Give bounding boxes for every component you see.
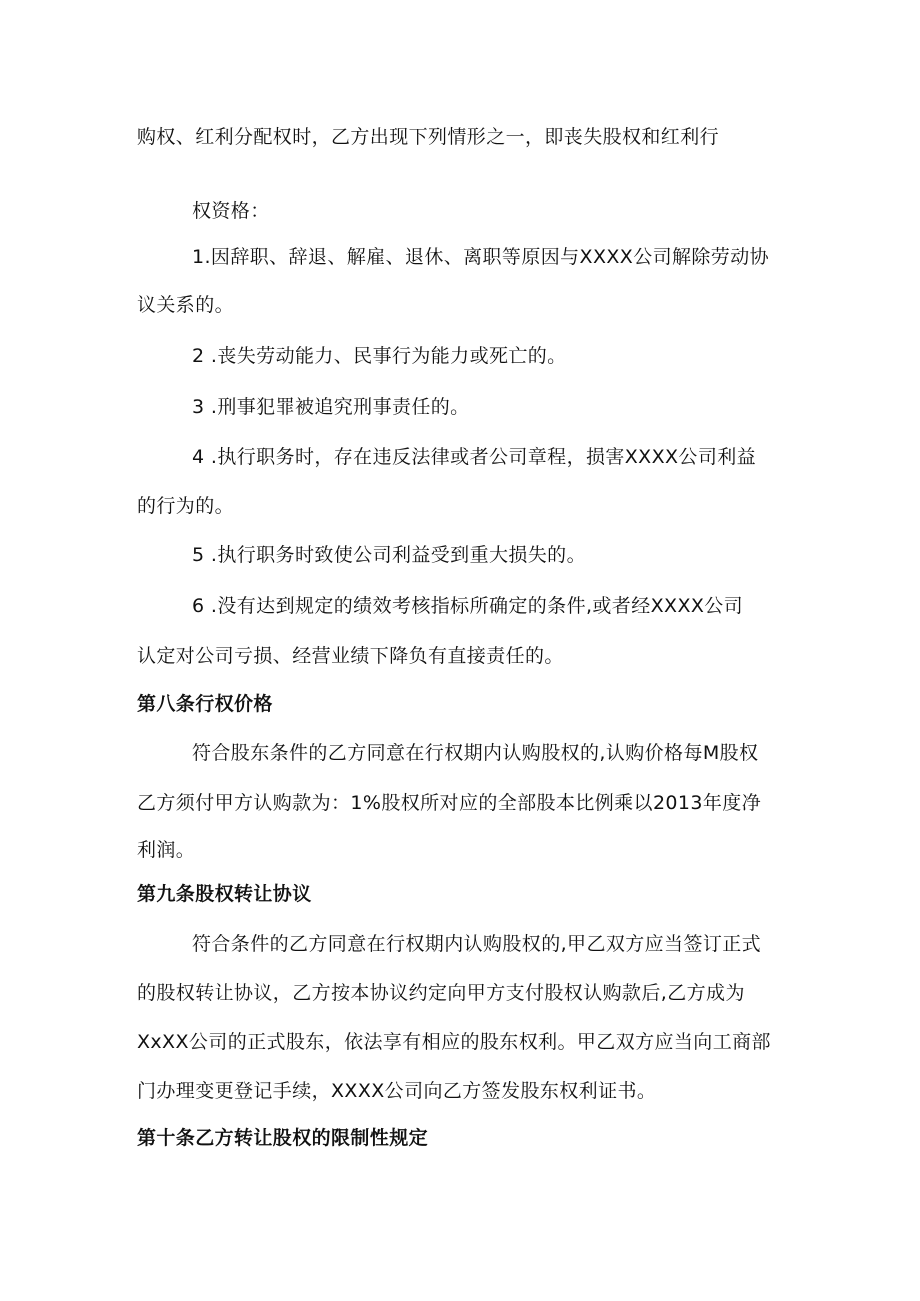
paragraph-line: 乙方须付甲方认购款为：1%股权所对应的全部股本比例乘以2013年度净 <box>137 792 762 814</box>
list-item-6-line: 6 .没有达到规定的绩效考核指标所确定的条件,或者经XXXX公司 <box>192 595 744 617</box>
paragraph-line: 门办理变更登记手续，XXXX公司向乙方签发股东权利证书。 <box>137 1080 657 1102</box>
list-item-5: 5 .执行职务时致使公司利益受到重大损失的。 <box>192 544 586 566</box>
section-heading-article-10: 第十条乙方转让股权的限制性规定 <box>137 1127 429 1149</box>
paragraph-line: 符合条件的乙方同意在行权期内认购股权的,甲乙双方应当签订正式 <box>192 933 762 955</box>
list-item-1-line: 1.因辞职、辞退、解雇、退休、离职等原因与XXXX公司解除劳动协 <box>192 246 769 268</box>
paragraph-line: 购权、红利分配权时，乙方出现下列情形之一，即丧失股权和红利行 <box>137 126 720 148</box>
paragraph-line: 利润。 <box>137 839 196 861</box>
list-item-3: 3 .刑事犯罪被追究刑事责任的。 <box>192 396 470 418</box>
paragraph-line: 权资格： <box>192 200 270 222</box>
section-heading-article-9: 第九条股权转让协议 <box>137 883 312 905</box>
list-item-2: 2 .丧失劳动能力、民事行为能力或死亡的。 <box>192 345 567 367</box>
section-heading-article-8: 第八条行权价格 <box>137 693 273 715</box>
list-item-4-continuation: 的行为的。 <box>137 495 235 517</box>
paragraph-line: 的股权转让协议，乙方按本协议约定向甲方支付股权认购款后,乙方成为 <box>137 982 745 1004</box>
list-item-6-continuation: 认定对公司亏损、经营业绩下降负有直接责任的。 <box>137 645 564 667</box>
paragraph-line: 符合股东条件的乙方同意在行权期内认购股权的,认购价格每M股权 <box>192 742 759 764</box>
list-item-1-continuation: 议关系的。 <box>137 294 235 316</box>
list-item-4-line: 4 .执行职务时，存在违反法律或者公司章程，损害XXXX公司利益 <box>192 446 757 468</box>
paragraph-line: XxXX公司的正式股东，依法享有相应的股东权利。甲乙双方应当向工商部 <box>137 1031 771 1053</box>
